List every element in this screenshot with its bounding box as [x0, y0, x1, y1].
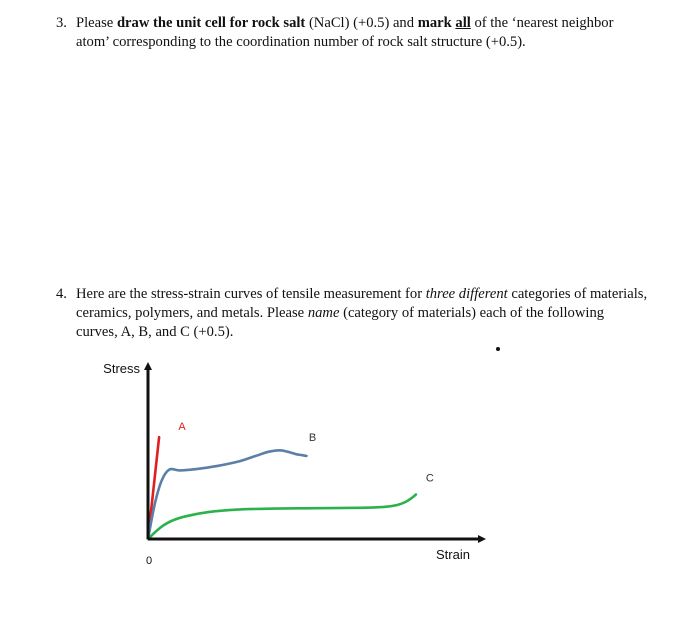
series-layer — [148, 437, 416, 539]
q3-bold-all: all — [455, 15, 471, 31]
question-4-line-3: curves, A, B, and C (+0.5). — [76, 324, 234, 340]
q4-text-2: categories of materials, — [507, 286, 648, 302]
q4-italic-three-different: three different — [425, 286, 508, 302]
curve-label-b: B — [308, 431, 317, 444]
q4-text-3: ceramics, polymers, and metals. Please — [76, 305, 308, 321]
q3-text-2: (NaCl) (+0.5) and — [305, 15, 418, 31]
curve-b — [148, 450, 307, 539]
question-3-number: 3. — [56, 15, 67, 31]
q3-text-1: Please — [76, 15, 117, 31]
q4-italic-name: name — [307, 305, 340, 321]
origin-label: 0 — [145, 555, 153, 567]
q3-bold-draw: draw the unit cell for rock salt — [116, 15, 306, 31]
curve-c — [148, 495, 416, 540]
y-axis-label: Stress — [103, 361, 140, 376]
q4-text-4: (category of materials) each of the following — [339, 305, 605, 321]
question-3-line-2: atom’ corresponding to the coordination number of rock salt structure (+0.5). — [76, 34, 526, 50]
x-axis-label: Strain — [436, 547, 470, 562]
q3-bold-mark: mark — [417, 15, 456, 31]
q4-text-1: Here are the stress-strain curves of tensile measurement for — [76, 286, 426, 302]
q3-text-3: of the ‘nearest neighbor — [470, 15, 614, 31]
question-4-number: 4. — [56, 286, 67, 302]
curve-label-a: A — [178, 421, 186, 434]
curve-label-c: C — [425, 472, 434, 485]
